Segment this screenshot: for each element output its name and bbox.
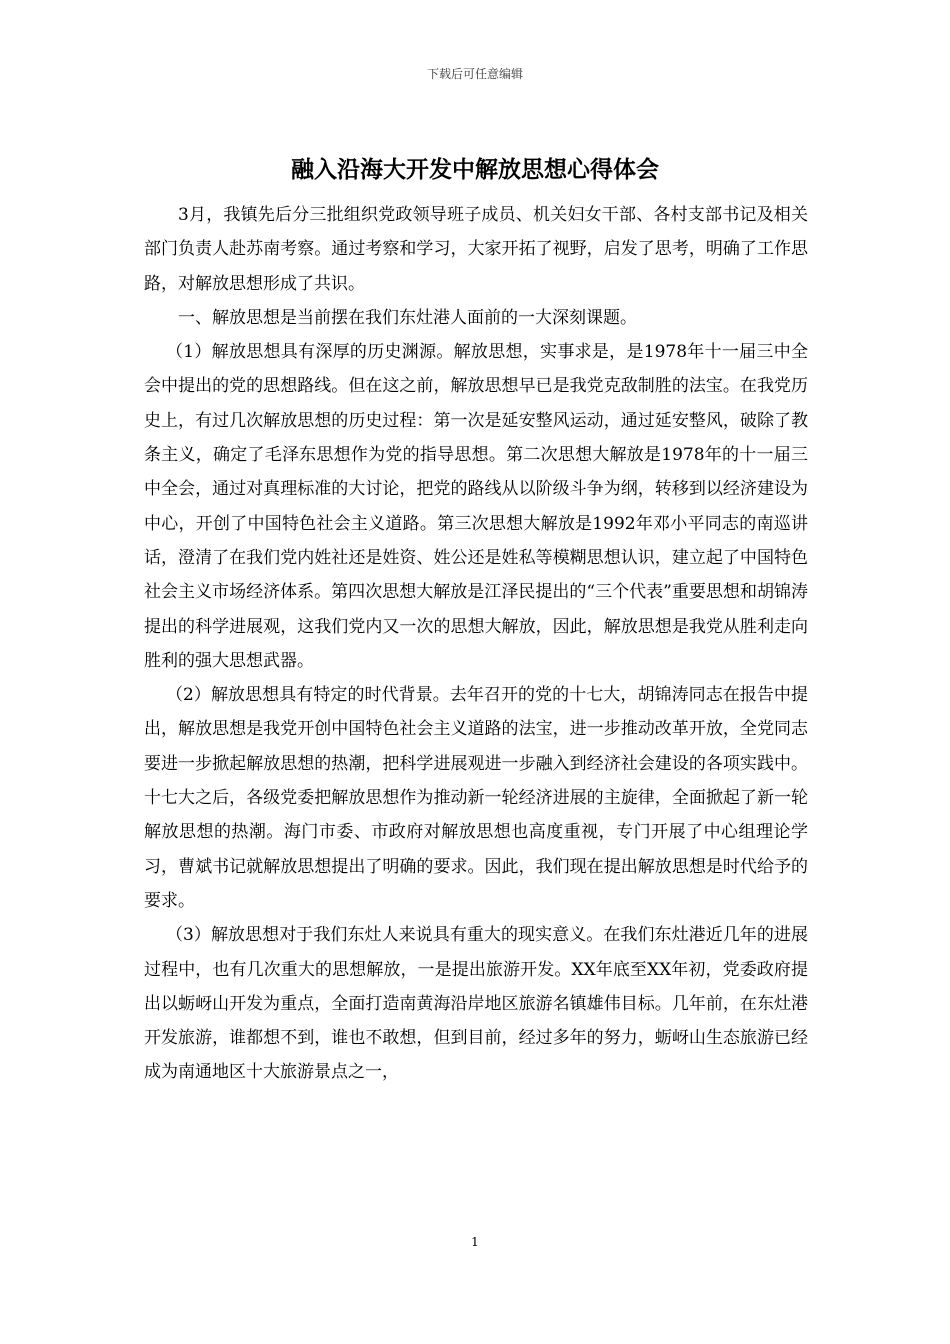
paragraph-intro: 3月，我镇先后分三批组织党政领导班子成员、机关妇女干部、各村支部书记及相关部门负责人赴苏南考察。通过考察和学习，大家开拓了视野，启发了思考，明确了工作思路，对解放思想形成了共识。 — [144, 205, 808, 294]
paragraph-point-1: （1）解放思想具有深厚的历史渊源。解放思想，实事求是，是1978年十一届三中全会中提出的党的思想路线。但在这之前，解放思想早已是我党克敌制胜的法宝。在我党历史上，有过几次解放思想的历史过程：第一次是延安整风运动，通过延安整风，破除了教条主义，确定了毛泽东思想作为党的指导思想。第二次思想大解放是1978年的十一届三中全会，通过对真理标准的大讨论，把党的路线从以阶级斗争为纲，转移到以经济建设为中心，开创了中国特色社会主义道路。第三次思想大解放是1992年邓小平同志的南巡讲话，澄清了在我们党内姓社还是姓资、姓公还是姓私等模糊思想认识，建立起了中国特色社会主义市场经济体系。第四次思想大解放是江泽民提出的“三个代表”重要思想和胡锦涛提出的科学进展观，这我们党内又一次的思想大解放，因此，解放思想是我党从胜利走向胜利的强大思想武器。 — [144, 342, 808, 671]
paragraph-point-3: （3）解放思想对于我们东灶人来说具有重大的现实意义。在我们东灶港近几年的进展过程中，也有几次重大的思想解放，一是提出旅游开发。XX年底至XX年初，党委政府提出以蛎岈山开发为重点，全面打造南黄海沿岸地区旅游名镇雄伟目标。几年前，在东灶港开发旅游，谁都想不到，谁也不敢想，但到目前，经过多年的努力，蛎岈山生态旅游已经成为南通地区十大旅游景点之一， — [144, 925, 808, 1083]
section-heading-1: 一、解放思想是当前摆在我们东灶港人面前的一大深刻课题。 — [178, 307, 637, 328]
page-number: 1 — [471, 1235, 479, 1249]
document-title: 融入沿海大开发中解放思想心得体会 — [291, 156, 659, 183]
document-body — [144, 198, 808, 1090]
paragraph-point-2: （2）解放思想具有特定的时代背景。去年召开的党的十七大，胡锦涛同志在报告中提出，解放思想是我党开创中国特色社会主义道路的法宝，进一步推动改革开放，全党同志要进一步掀起解放思想的热潮，把科学进展观进一步融入到经济社会建设的各项实践中。十七大之后，各级党委把解放思想作为推动新一轮经济进展的主旋律，全面掀起了新一轮解放思想的热潮。海门市委、市政府对解放思想也高度重视，专门开展了中心组理论学习，曹斌书记就解放思想提出了明确的要求。因此，我们现在提出解放思想是时代给予的要求。 — [144, 685, 808, 911]
page-header: 下载后可任意编辑 — [426, 67, 523, 81]
